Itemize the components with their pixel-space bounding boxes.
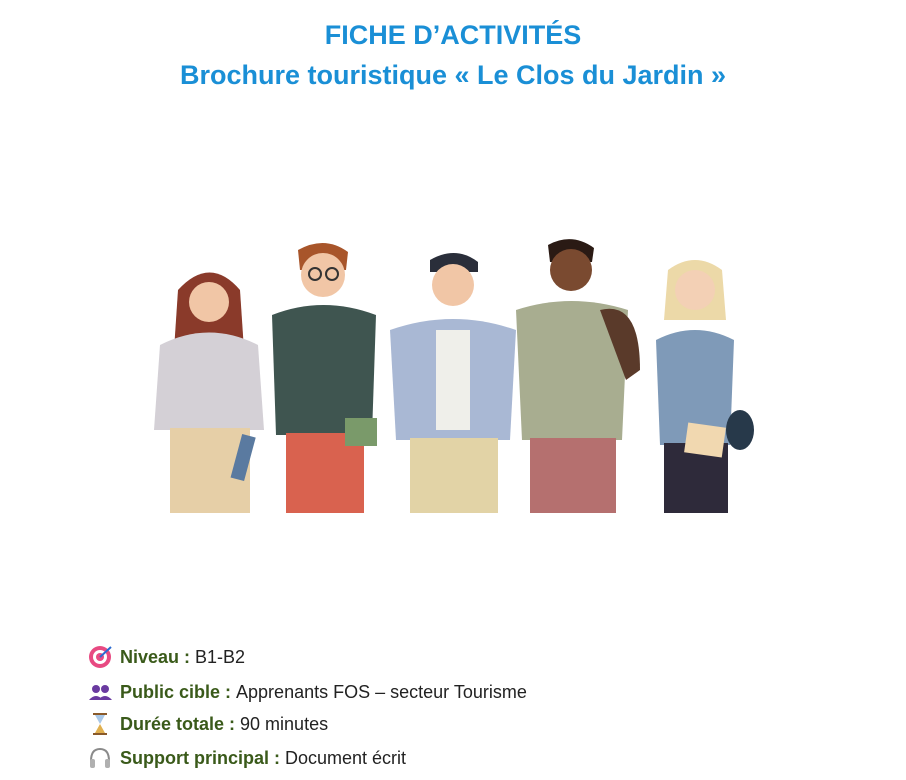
page-subtitle: Brochure touristique « Le Clos du Jardin »	[179, 60, 727, 90]
target-icon	[88, 645, 114, 669]
page-title: FICHE D’ACTIVITÉS	[324, 20, 582, 50]
info-row-duration	[88, 712, 328, 736]
support-label: Support principal :	[120, 747, 280, 768]
level-value: B1-B2	[195, 646, 246, 667]
students-illustration	[140, 230, 760, 520]
audience-label: Public cible :	[120, 681, 232, 702]
level-label: Niveau :	[120, 646, 191, 667]
duration-value: 90 minutes	[240, 713, 329, 734]
audience-value: Apprenants FOS – secteur Tourisme	[236, 681, 527, 702]
student-3-figure	[390, 253, 516, 513]
student-4-figure	[516, 239, 640, 513]
people-icon	[88, 680, 114, 704]
duration-label: Durée totale :	[120, 713, 236, 734]
info-row-level	[88, 645, 245, 669]
info-row-support	[88, 746, 406, 770]
headphones-icon	[88, 746, 114, 770]
student-2-figure	[272, 243, 377, 513]
hourglass-icon	[88, 712, 114, 736]
info-row-audience	[88, 680, 527, 704]
student-1-figure	[154, 273, 264, 514]
student-5-figure	[656, 260, 754, 513]
support-value: Document écrit	[285, 747, 407, 768]
